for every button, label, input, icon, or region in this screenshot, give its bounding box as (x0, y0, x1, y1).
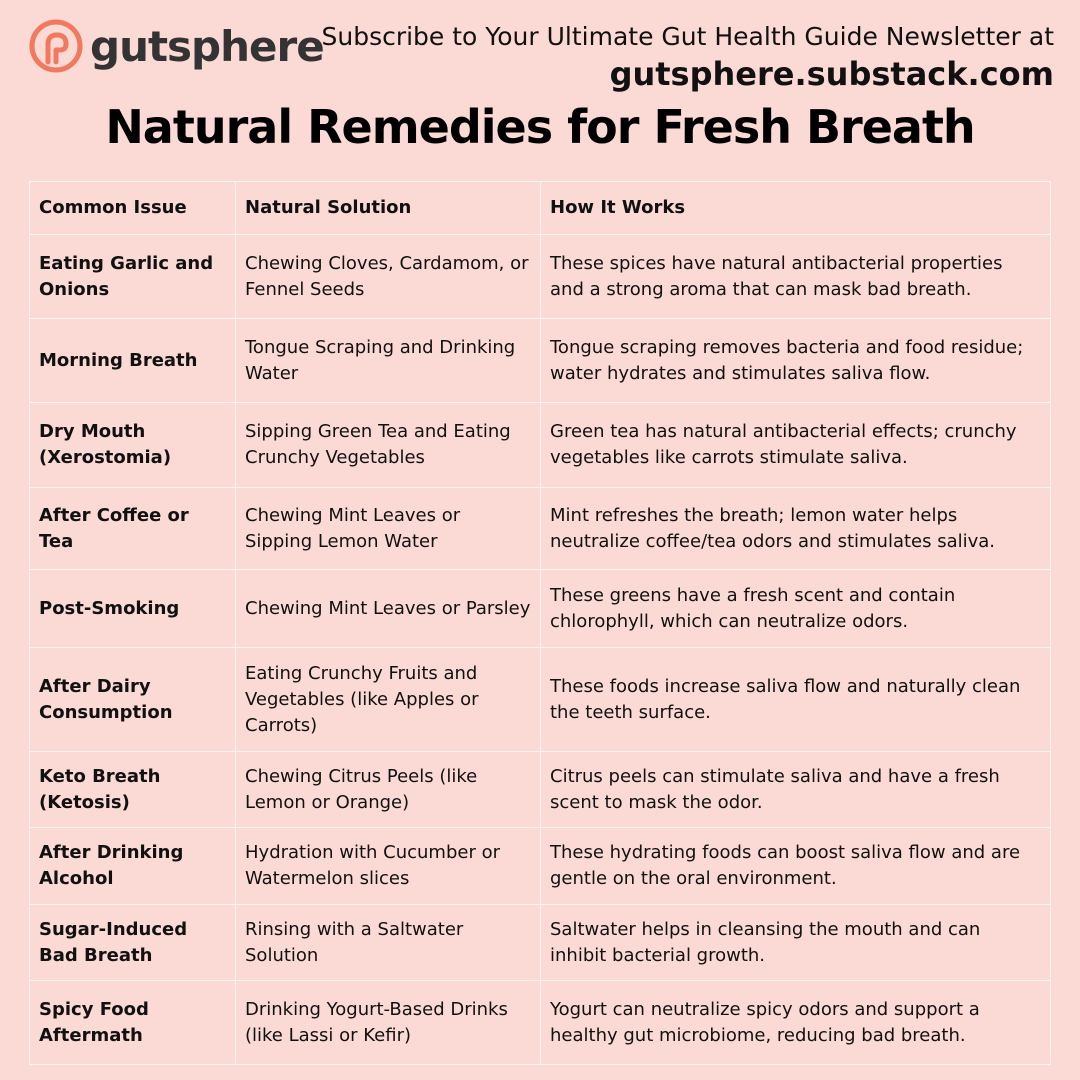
brand-name: gutsphere (90, 21, 324, 71)
subscribe-url[interactable]: gutsphere.substack.com (609, 55, 1054, 93)
solution-cell: Eating Crunchy Fruits and Vegetables (like Apples or Carrots) (236, 648, 541, 752)
column-header-issue: Common Issue (30, 182, 236, 235)
table-row (30, 319, 1051, 403)
subscribe-block (321, 20, 1054, 94)
solution-cell: Drinking Yogurt-Based Drinks (like Lassi or Kefir) (236, 981, 541, 1065)
solution-cell: Rinsing with a Saltwater Solution (236, 905, 541, 981)
issue-cell: After Dairy Consumption (30, 648, 236, 752)
table-row (30, 648, 1051, 752)
issue-cell: After Drinking Alcohol (30, 828, 236, 905)
how-cell: Yogurt can neutralize spicy odors and support a healthy gut microbiome, reducing bad breath. (541, 981, 1051, 1065)
solution-cell: Sipping Green Tea and Eating Crunchy Vegetables (236, 403, 541, 488)
table-row (30, 828, 1051, 905)
table-row (30, 752, 1051, 828)
issue-cell: After Coffee or Tea (30, 488, 236, 570)
header (0, 0, 1080, 95)
page-title: Natural Remedies for Fresh Breath (105, 100, 975, 154)
subscribe-text: Subscribe to Your Ultimate Gut Health Guide Newsletter at (321, 22, 1054, 51)
solution-cell: Chewing Citrus Peels (like Lemon or Orange) (236, 752, 541, 828)
issue-cell: Dry Mouth (Xerostomia) (30, 403, 236, 488)
solution-cell: Tongue Scraping and Drinking Water (236, 319, 541, 403)
issue-cell: Keto Breath (Ketosis) (30, 752, 236, 828)
table-row (30, 235, 1051, 319)
table-header-row (30, 182, 1051, 235)
table-row (30, 570, 1051, 648)
table-row (30, 403, 1051, 488)
table-row (30, 981, 1051, 1065)
logo (28, 18, 324, 74)
issue-cell: Eating Garlic and Onions (30, 235, 236, 319)
how-cell: Mint refreshes the breath; lemon water helps neutralize coffee/tea odors and stimulates saliva. (541, 488, 1051, 570)
how-cell: Green tea has natural antibacterial effects; crunchy vegetables like carrots stimulate saliva. (541, 403, 1051, 488)
table-row (30, 905, 1051, 981)
remedies-table (29, 181, 1051, 1065)
solution-cell: Chewing Cloves, Cardamom, or Fennel Seeds (236, 235, 541, 319)
how-cell: These greens have a fresh scent and contain chlorophyll, which can neutralize odors. (541, 570, 1051, 648)
column-header-how: How It Works (541, 182, 1051, 235)
solution-cell: Chewing Mint Leaves or Parsley (236, 570, 541, 648)
how-cell: These hydrating foods can boost saliva flow and are gentle on the oral environment. (541, 828, 1051, 905)
how-cell: Saltwater helps in cleansing the mouth and can inhibit bacterial growth. (541, 905, 1051, 981)
issue-cell: Post-Smoking (30, 570, 236, 648)
issue-cell: Sugar-Induced Bad Breath (30, 905, 236, 981)
gut-logo-icon (28, 18, 84, 74)
how-cell: These spices have natural antibacterial properties and a strong aroma that can mask bad breath. (541, 235, 1051, 319)
issue-cell: Morning Breath (30, 319, 236, 403)
solution-cell: Hydration with Cucumber or Watermelon slices (236, 828, 541, 905)
how-cell: Tongue scraping removes bacteria and food residue; water hydrates and stimulates saliva flow. (541, 319, 1051, 403)
issue-cell: Spicy Food Aftermath (30, 981, 236, 1065)
how-cell: Citrus peels can stimulate saliva and have a fresh scent to mask the odor. (541, 752, 1051, 828)
how-cell: These foods increase saliva flow and naturally clean the teeth surface. (541, 648, 1051, 752)
solution-cell: Chewing Mint Leaves or Sipping Lemon Water (236, 488, 541, 570)
table-row (30, 488, 1051, 570)
column-header-solution: Natural Solution (236, 182, 541, 235)
